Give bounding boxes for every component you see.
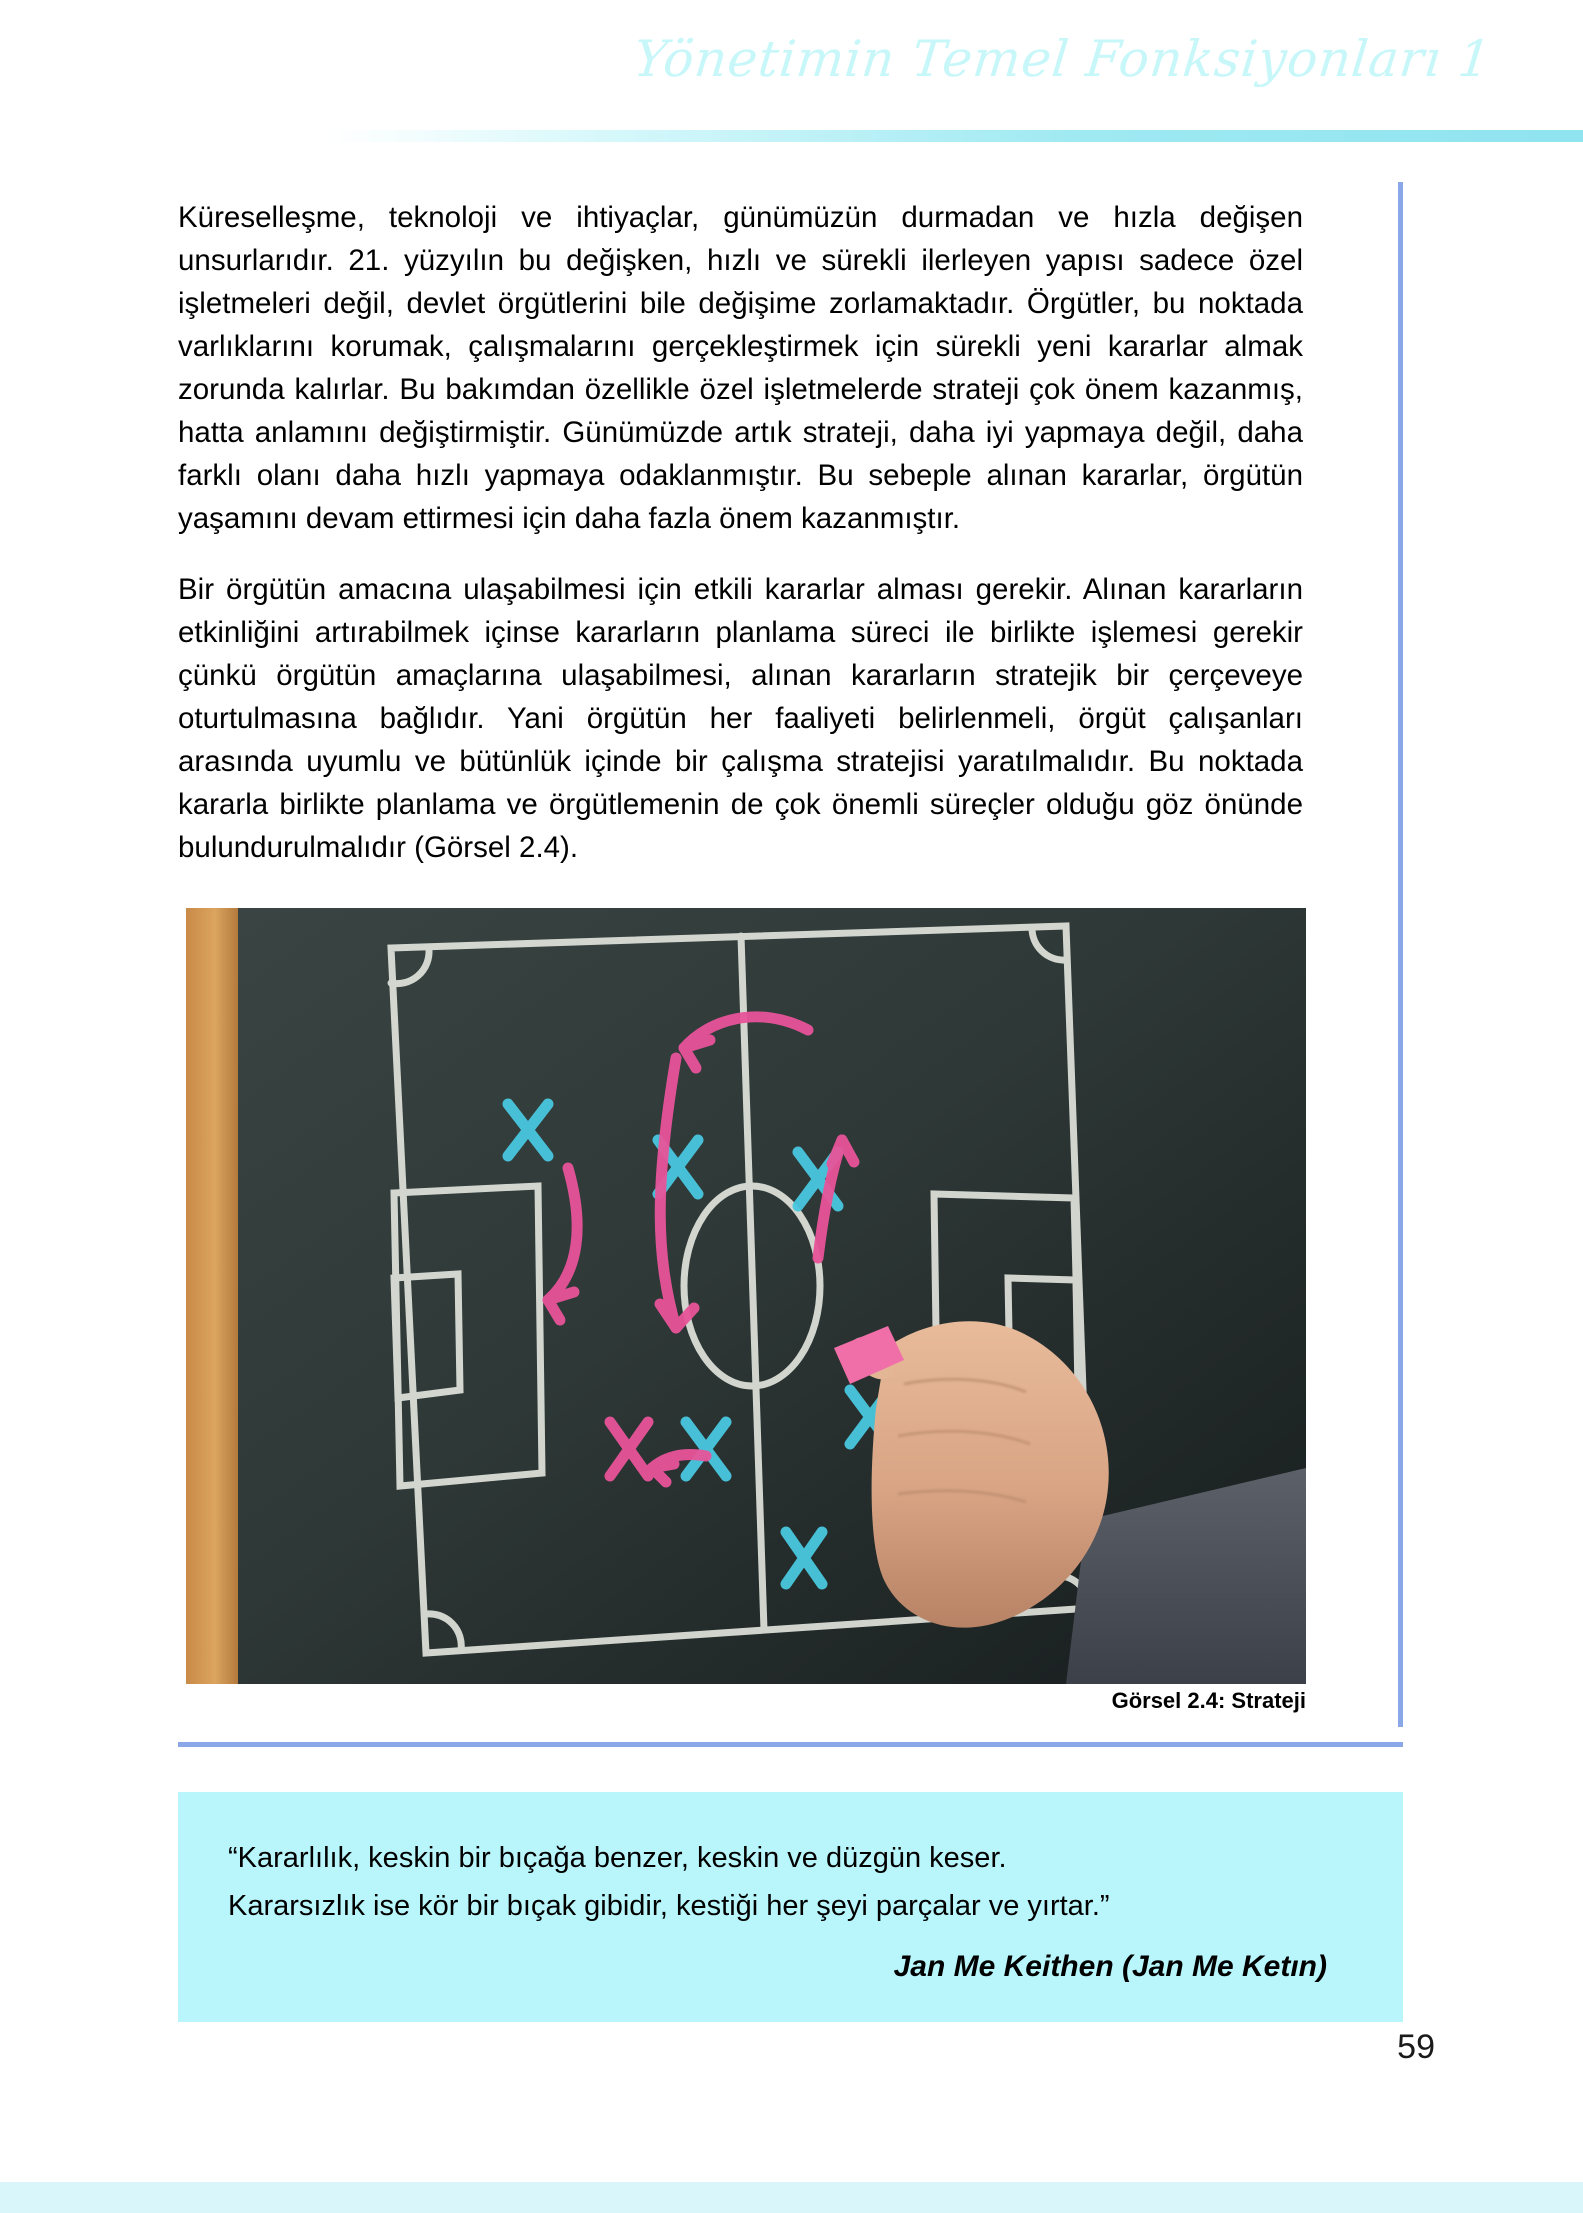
figure-caption: Görsel 2.4: Strateji (1111, 1688, 1306, 1713)
header-divider (330, 130, 1583, 142)
quote-line-1: “Kararlılık, keskin bir bıçağa benzer, keskin ve düzgün keser. (228, 1842, 1007, 1874)
page-number: 59 (1397, 2028, 1435, 2066)
right-margin-rule (1398, 182, 1403, 1727)
paragraph-2: Bir örgütün amacına ulaşabilmesi için etkili kararlar alması gerekir. Alınan kararların etkinliğini artırabilmek içinse kararların planlama süreci ile birlikte işlemesi gerekir çünkü örgütün amaçlarına ulaşabilmesi, alınan kararların stratejik bir çerçeveye oturtulmasına bağlıdır. Yani örgütün her faaliyeti belirlenmeli, örgüt çalışanları arasında uyumlu ve bütünlük içinde bir çalışma stratejisi yaratılmalıdır. Bu noktada kararla birlikte planlama ve örgütlemenin de çok önemli süreçler olduğu göz önünde bulundurulmalıdır (Görsel 2.4). (178, 573, 1303, 864)
quote-callout-box (178, 1792, 1403, 2022)
footer-band (0, 2182, 1583, 2213)
quote-attribution: Jan Me Keithen (Jan Me Ketın) (893, 1950, 1327, 1983)
page-header (0, 0, 1583, 140)
figure-image-strateji (186, 908, 1306, 1684)
page-title: Yönetimin Temel Fonksiyonları 1 (630, 30, 1495, 88)
chalkboard-illustration (186, 908, 1306, 1684)
figure-divider (178, 1742, 1403, 1747)
paragraph-1: Küreselleşme, teknoloji ve ihtiyaçlar, günümüzün durmadan ve hızla değişen unsurlarıdır. 21. yüzyılın bu değişken, hızlı ve sürekli ilerleyen yapısı sadece özel işletmeleri değil, devlet örgütlerini bile değişime zorlamaktadır. Örgütler, bu noktada varlıklarını korumak, çalışmalarını gerçekleştirmek için sürekli yeni kararlar almak zorunda kalırlar. Bu bakımdan özellikle özel işletmelerde strateji çok önem kazanmış, hatta anlamını değiştirmiştir. Günümüzde artık strateji, daha iyi yapmaya değil, daha farklı olanı daha hızlı yapmaya odaklanmıştır. Bu sebeple alınan kararlar, örgütün yaşamını devam ettirmesi için daha fazla önem kazanmıştır. (178, 201, 1303, 535)
quote-line-2: Kararsızlık ise kör bir bıçak gibidir, kestiği her şeyi parçalar ve yırtar.” (228, 1890, 1110, 1922)
main-content (178, 196, 1303, 897)
